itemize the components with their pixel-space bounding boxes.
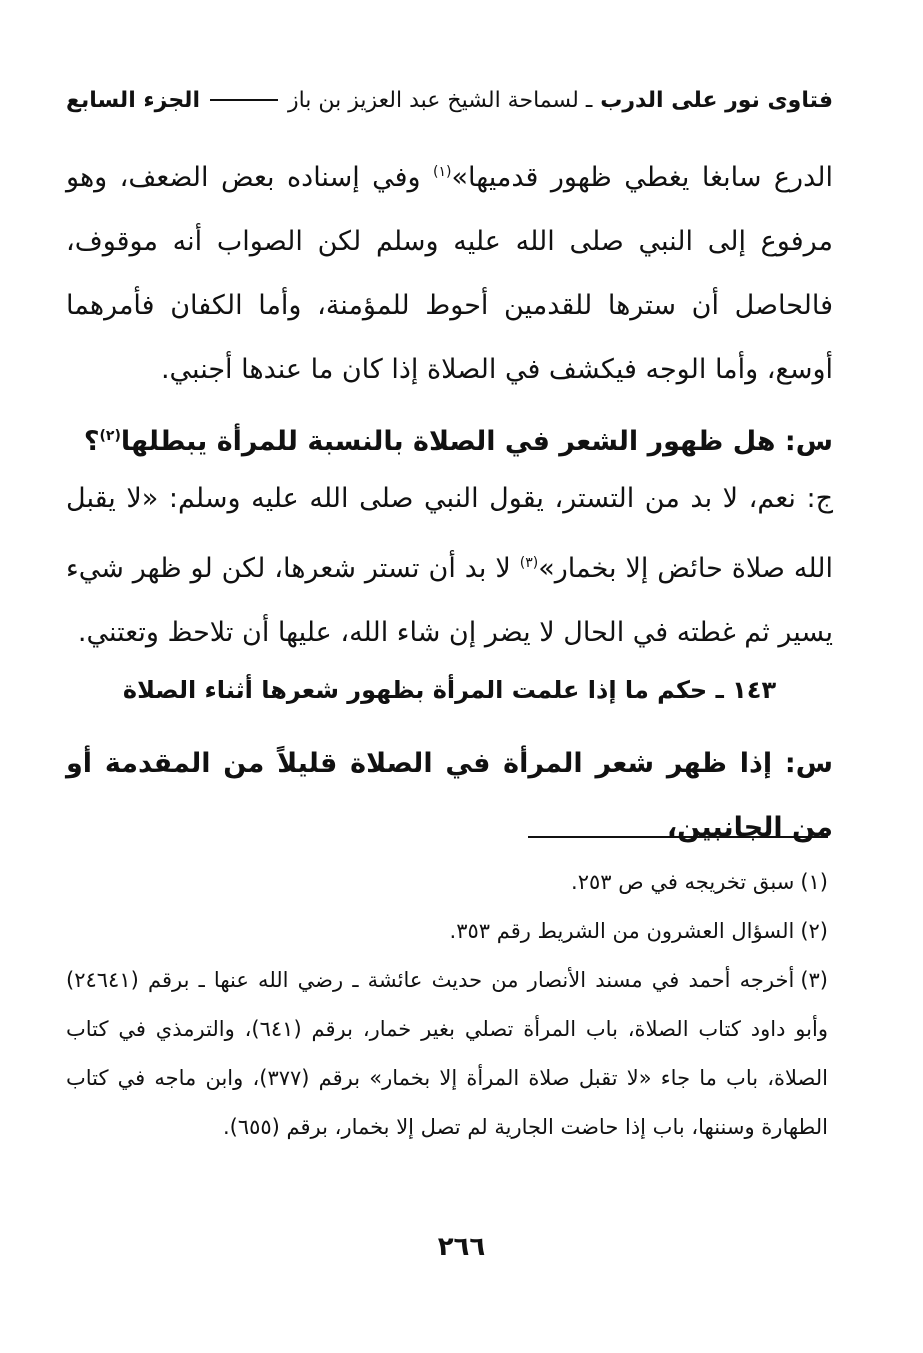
footnotes — [66, 858, 828, 1152]
question-suffix: ؟ — [83, 426, 100, 457]
footnote-separator — [528, 836, 828, 838]
question-hair-visibility — [66, 404, 833, 474]
footnote-ref: (٢) — [99, 428, 121, 444]
question-hair-during-prayer — [66, 732, 833, 860]
question-text: إذا ظهر شعر المرأة في الصلاة قليلاً من المقدمة أو من الجانبين، — [66, 748, 833, 843]
header-book-title: فتاوى نور على الدرب — [600, 87, 833, 113]
paragraph-text: الدرع سابغا يغطي ظهور قدميها» — [451, 162, 833, 193]
footnote-text: السؤال العشرون من الشريط رقم ٣٥٣. — [449, 919, 795, 943]
paragraph-continuation — [66, 140, 833, 402]
question-text: هل ظهور الشعر في الصلاة بالنسبة للمرأة يبطلها — [120, 426, 776, 457]
paragraph-text: وفي إسناده بعض الضعف، وهو مرفوع إلى النبي صلى الله عليه وسلم لكن الصواب أنه موقوف، فالحاصل أن سترها للقدمين أحوط للمؤمنة، وأما الكفان فأمرهما أوسع، وأما الوجه فيكشف في الصلاة إذا كان ما عندها أجنبي. — [66, 162, 833, 385]
footnote-text: أخرجه أحمد في مسند الأنصار من حديث عائشة ـ رضي الله عنها ـ برقم (٢٤٦٤١) وأبو داود كتاب الصلاة، باب المرأة تصلي بغير خمار، برقم (٦٤١)، والترمذي في كتاب الصلاة، باب ما جاء «لا تقبل صلاة المرأة إلا بخمار» برقم (٣٧٧)، وابن ماجه في كتاب الطهارة وسننها، باب إذا حاضت الجارية لم تصل إلا بخمار، برقم (٦٥٥). — [66, 968, 828, 1139]
answer-text: لا بد أن تستر شعرها، لكن لو ظهر شيء يسير ثم غطته في الحال لا يضر إن شاء الله، عليها أن تلاحظ وتعتني. — [66, 553, 833, 648]
question-prefix: س: — [772, 748, 833, 779]
header-part: الجزء السابع — [66, 87, 200, 113]
header-rule — [210, 99, 278, 101]
running-header — [66, 80, 833, 120]
footnote-number: (١) — [800, 870, 828, 894]
footnote-number: (٣) — [800, 968, 828, 992]
footnote-item — [66, 956, 828, 1152]
header-author: ـ لسماحة الشيخ عبد العزيز بن باز — [287, 87, 593, 113]
section-heading: ١٤٣ ـ حكم ما إذا علمت المرأة بظهور شعرها أثناء الصلاة — [122, 676, 777, 704]
footnote-ref: (١) — [433, 164, 452, 180]
footnote-number: (٢) — [800, 919, 828, 943]
question-prefix: س: — [775, 426, 833, 457]
footnote-text: سبق تخريجه في ص ٢٥٣. — [571, 870, 795, 894]
footnote-item — [66, 907, 828, 956]
footnote-item — [66, 858, 828, 907]
answer-text: ج: نعم، لا بد من التستر، يقول النبي صلى الله عليه وسلم: «لا يقبل الله صلاة حائض إلا بخمار» — [66, 483, 833, 584]
footnote-ref: (٣) — [519, 555, 539, 571]
page-number: ٢٦٦ — [437, 1232, 486, 1262]
header-title-group — [288, 88, 833, 113]
answer-hair-visibility — [66, 467, 833, 665]
